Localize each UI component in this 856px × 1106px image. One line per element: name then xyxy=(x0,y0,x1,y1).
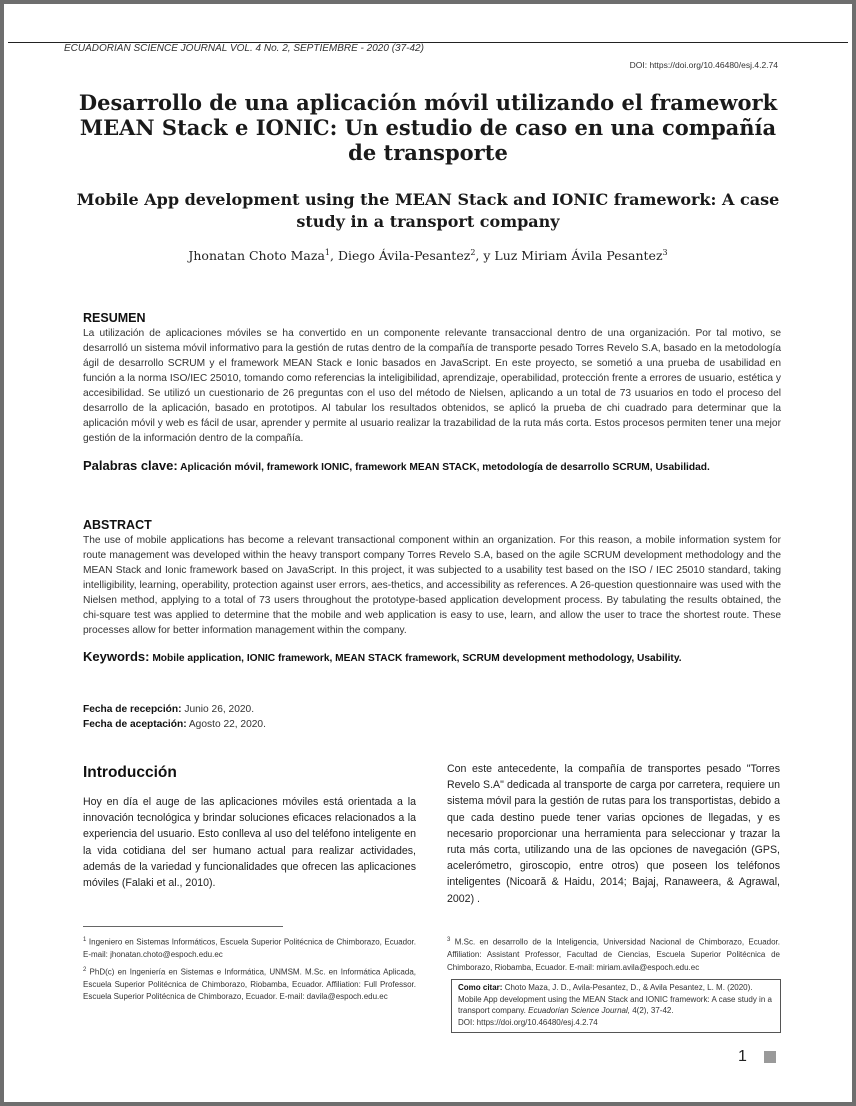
citation-volume: 4(2), 37-42. xyxy=(632,1006,674,1015)
footnote-mark: 3 xyxy=(447,937,451,943)
intro-paragraph-2: Con este antecedente, la compañía de transportes pesado "Torres Revelo S.A" dedicada al transporte de carga por carretera, requiere un sistema móvil para la gestión de rutas para los transportistas, debido a que cada destino puede tener varias opciones de llegadas, y es necesario proporcionar una herramienta para seleccionar y trazar la ruta más corta, utilizando una de las opciones de navegación (GPS, acelerómetro, giroscopio, entre otros) que poseen los teléfonos inteligentes (Nicoară & Haidu, 2014; Bajaj, Ranaweera, & Agrawal, 2002) . xyxy=(447,763,780,905)
intro-paragraph-1: Hoy en día el auge de las aplicaciones móviles está orientada a la innovación tecnológica y brindar soluciones eficaces relacionados a la experiencia del usuario. Esto conlleva al uso del teléfono inteligente en la vida cotidiana del ser humano actual para realizar actividades, además de la variedad y funcionalidades que ofrecen las aplicaciones móviles (Falaki et al., 2010). xyxy=(83,796,416,890)
keywords-list: Mobile application, IONIC framework, MEAN STACK framework, SCRUM development methodology, Usability. xyxy=(152,653,682,664)
palabras-clave xyxy=(83,458,781,473)
palabras-clave-label: Palabras clave: xyxy=(83,458,178,473)
keywords-label: Keywords: xyxy=(83,649,150,664)
intro-left-column xyxy=(83,764,416,891)
accepted-value: Agosto 22, 2020. xyxy=(188,719,266,730)
footnote-mark: 1 xyxy=(83,937,87,943)
title-english: Mobile App development using the MEAN Stack and IONIC framework: A case study in a transport company xyxy=(76,190,780,231)
citation-journal: Ecuadorian Science Journal, xyxy=(528,1006,630,1015)
author-list xyxy=(74,248,782,263)
journal-header: ECUADORIAN SCIENCE JOURNAL VOL. 4 No. 2, SEPTIEMBRE - 2020 (37-42) xyxy=(64,43,424,54)
intro-right-column xyxy=(447,761,780,907)
accepted-date xyxy=(83,717,266,732)
footnotes-right xyxy=(447,934,780,976)
footnote-text: Ingeniero en Sistemas Informáticos, Escuela Superior Politécnica de Chimborazo, Ecuador. E-mail: jhonatan.choto@espoch.edu.ec xyxy=(83,937,416,960)
abstract-section xyxy=(83,518,781,664)
resumen-text: La utilización de aplicaciones móviles se ha convertido en un componente relevante transaccional dentro de una organización. Por tal motivo, se desarrolló un sistema móvil informativo para la gestión de rutas dentro de la compañía de transporte pesado Torres Revelo S.A, basado en la metodología ágil de desarrollo SCRUM y el framework MEAN Stack e Ionic basados en JavaScript. En este proyecto, se sometió a una prueba de usabilidad en función a la norma ISO/IEC 25010, tomando como referencias la inteligibilidad, aprendizaje, operabilidad, protección frente a errores de usuario, estética y accesibilidad. Se utilizó un cuestionario de 26 preguntas con el uso del método de Nielsen, aplicando a un total de 73 usuarios en todo el proceso del desarrollo de la aplicación, basado en prototipos. Al tabular los resultados obtenidos, se aplicó la prueba de chi cuadrado para determinar que la aplicación móvil y web es fácil de usar, aprender y permite al usuario realizar la trazabilidad de la ruta más corta. Estos procesos permiten tener una mejor gestión de la información dentro de la compañía. xyxy=(83,328,781,444)
footnote-text: PhD(c) en Ingeniería en Sistemas e Informática, UNMSM. M.Sc. en Informática Aplicada, Escuela Superior Politécnica de Chimborazo, Riobamba, Ecuador. Affiliation: Full Professor. Escuela Superior Politécnica de Chimborazo, Ecuador. E-mail: davila@espoch.edu.ec xyxy=(83,967,416,1002)
footnote-rule xyxy=(83,926,283,927)
footnote-text: M.Sc. en desarrollo de la Inteligencia, Universidad Nacional de Chimborazo, Ecuador. Affiliation: Assistant Professor, Facultad de Ciencias, Escuela Superior Politécnica de Chimborazo, Riobamba, Ecuador. E-mail: miriam.avila@espoch.edu.ec xyxy=(447,937,781,972)
citation-doi: DOI: https://doi.org/10.46480/esj.4.2.74 xyxy=(458,1017,598,1027)
abstract-text: The use of mobile applications has become a relevant transactional component within an organization. For this reason, a mobile information system for route management was developed within the heavy transport company Torres Revelo S.A, based on the agile SCRUM development methodology and the MEAN Stack and Ionic framework based on JavaScript. In this project, it was subjected to a usability test based on the ISO / IEC 25010 standard, taking intelligibility, learning, operability, protection against user errors, aes-thetics, and accessibility as references. A 26-question questionnaire was used with the Nielsen method, applying to a total of 73 users throughout the prototype-based application development process. By tabulating the results obtained, the chi-square test was applied to determine that the mobile and web application is easy to use, learn, and allow the user to trace the shortest route. These processes allow for better information management within the company. xyxy=(83,535,781,636)
abstract-heading: ABSTRACT xyxy=(83,518,152,532)
title-spanish: Desarrollo de una aplicación móvil utilizando el framework MEAN Stack e IONIC: Un estudio de caso en una compañía de transporte xyxy=(78,90,778,165)
received-value: Junio 26, 2020. xyxy=(184,704,255,715)
author-name: Diego Ávila-Pesantez xyxy=(337,248,471,264)
page-number: 1 xyxy=(738,1048,747,1065)
author-affiliation-mark: 1 xyxy=(324,248,331,257)
footnote-mark: 2 xyxy=(83,966,87,973)
resumen-heading: RESUMEN xyxy=(83,311,146,325)
author-name: Jhonatan Choto Maza xyxy=(188,248,325,264)
page-marker-square xyxy=(764,1051,776,1063)
article-dates xyxy=(83,702,266,732)
resumen-section xyxy=(83,311,781,473)
author-name: Luz Miriam Ávila Pesantez xyxy=(494,248,663,264)
footnotes-left xyxy=(83,934,416,1006)
keywords xyxy=(83,649,781,664)
citation-label: Como citar: xyxy=(458,983,503,992)
footnote-1 xyxy=(83,934,416,962)
received-date xyxy=(83,702,266,717)
author-separator: , y xyxy=(475,248,495,264)
accepted-label: Fecha de aceptación: xyxy=(83,719,187,730)
received-label: Fecha de recepción: xyxy=(83,704,182,715)
intro-heading: Introducción xyxy=(83,764,177,781)
author-affiliation-mark: 3 xyxy=(662,248,668,257)
author-affiliation-mark: 2 xyxy=(470,248,476,257)
doi-header: DOI: https://doi.org/10.46480/esj.4.2.74 xyxy=(629,60,778,70)
author-separator: , xyxy=(330,248,338,264)
citation-text: Choto Maza, J. D., Avila-Pesantez, D., & Avila Pesantez, L. M. (2020). Mobile App development using the MEAN Stack and IONIC framework: A case study in a transport company. xyxy=(458,983,772,1015)
palabras-clave-list: Aplicación móvil, framework IONIC, framework MEAN STACK, metodología de desarrollo SCRUM, Usabilidad. xyxy=(180,462,710,473)
footnote-3 xyxy=(447,934,780,974)
citation-box xyxy=(451,979,781,1033)
footnote-2 xyxy=(83,964,416,1004)
paper-page xyxy=(4,4,852,1102)
